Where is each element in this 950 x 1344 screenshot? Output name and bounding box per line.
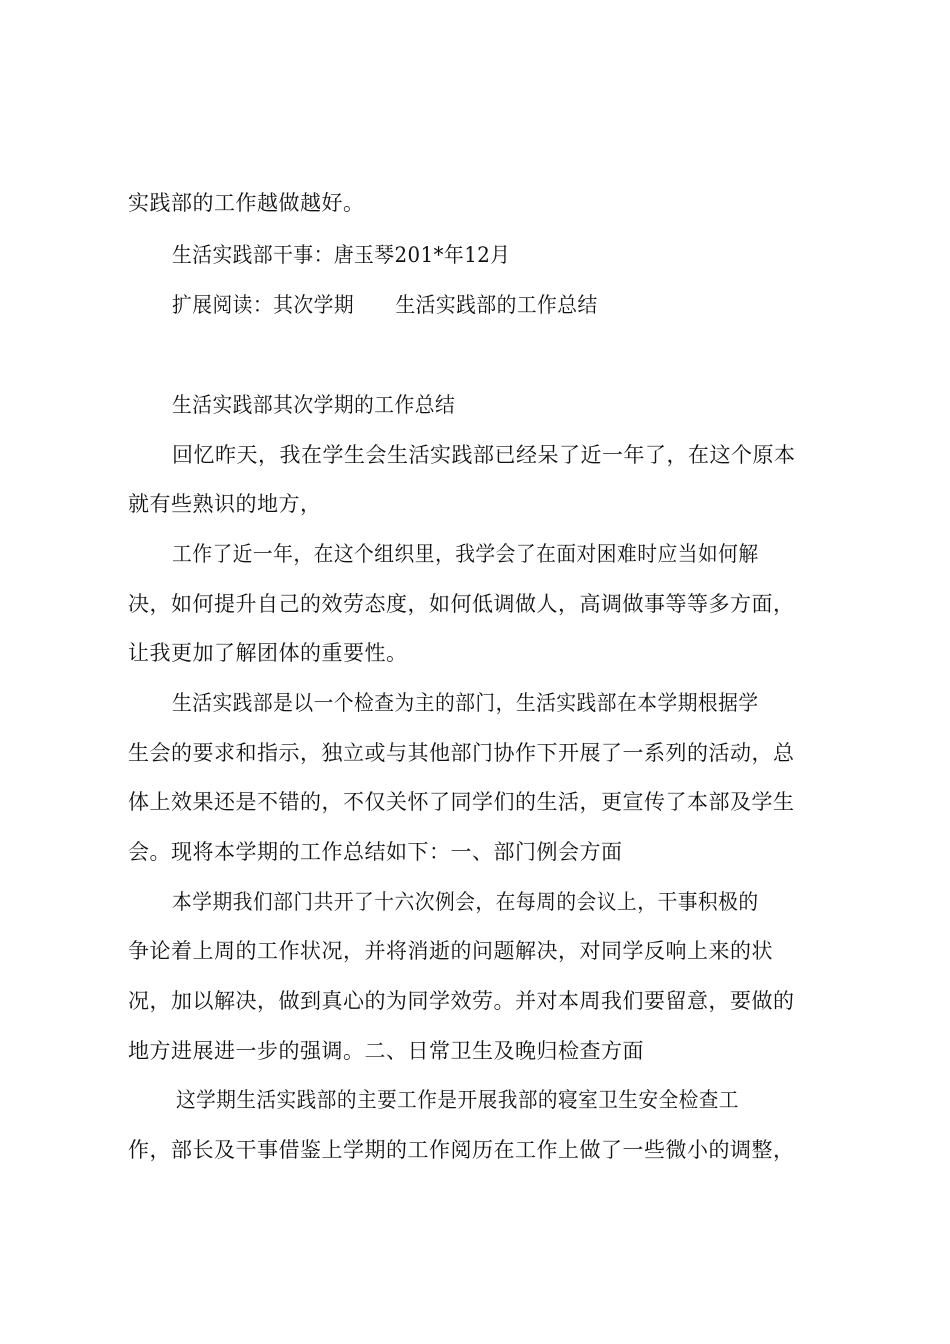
text-segment: 生活实践部的工作总结: [395, 293, 598, 317]
section-heading: 生活实践部其次学期的工作总结: [172, 393, 456, 417]
text-line: 这学期生活实践部的主要工作是开展我部的寝室卫生安全检查工: [176, 1088, 739, 1112]
text-line: 生会的要求和指示，独立或与其他部门协作下开展了一系列的活动，总: [128, 741, 795, 765]
text-line: 生活实践部是以一个检查为主的部门，生活实践部在本学期根据学: [172, 691, 759, 715]
text-line: 本学期我们部门共开了十六次例会，在每周的会议上，干事积极的: [172, 890, 759, 914]
text-line: 回忆昨天，我在学生会生活实践部已经呆了近一年了，在这个原本: [172, 443, 796, 467]
text-segment: 扩展阅读：其次学期: [172, 293, 355, 317]
text-line: 让我更加了解团体的重要性。: [128, 641, 408, 665]
text-line: 地方进展进一步的强调。二、日常卫生及晚归检查方面: [128, 1039, 644, 1063]
text-line: 作，部长及干事借鉴上学期的工作阅历在工作上做了一些微小的调整，: [128, 1138, 795, 1162]
text-line: 会。现将本学期的工作总结如下：一、部门例会方面: [128, 840, 623, 864]
text-line: 况，加以解决，做到真心的为同学效劳。并对本周我们要留意，要做的: [128, 989, 795, 1013]
text-line: 就有些熟识的地方，: [128, 492, 322, 516]
text-line: 生活实践部干事：唐玉琴201*年12月: [172, 243, 511, 267]
text-line: 争论着上周的工作状况，并将消逝的问题解决，对同学反响上来的状: [128, 939, 773, 963]
text-line: 工作了近一年，在这个组织里，我学会了在面对困难时应当如何解: [172, 542, 759, 566]
text-line: 体上效果还是不错的，不仅关怀了同学们的生活，更宣传了本部及学生: [128, 790, 795, 814]
text-line: 决，如何提升自己的效劳态度，如何低调做人，高调做事等等多方面，: [128, 592, 795, 616]
text-line-with-gap: [172, 290, 840, 320]
text-line: 实践部的工作越做越好。: [128, 191, 365, 215]
